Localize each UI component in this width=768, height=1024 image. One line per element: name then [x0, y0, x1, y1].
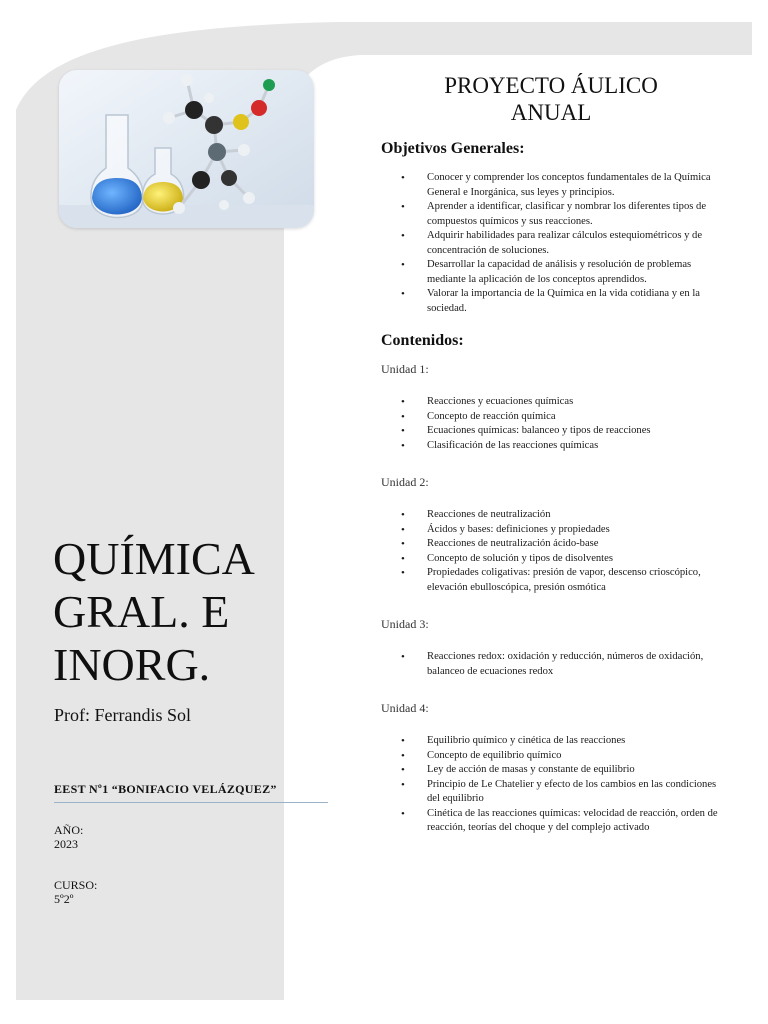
unit-label: Unidad 2:: [381, 475, 429, 489]
list-item: • Ecuaciones químicas: balanceo y tipos de reacciones: [381, 424, 721, 439]
school-name: EEST Nº1 “BONIFACIO VELÁZQUEZ”: [54, 782, 328, 803]
unit-1: [381, 362, 721, 453]
unit-4: [381, 701, 721, 836]
document-title: [381, 72, 721, 126]
year-block: [54, 823, 83, 851]
list-item: • Ley de acción de masas y constante de equilibrio: [381, 763, 721, 778]
unit-3: [381, 617, 721, 679]
unit-label: Unidad 1:: [381, 362, 429, 376]
list-item: • Propiedades coligativas: presión de vapor, descenso crioscópico, elevación ebulloscópica, presión osmótica: [381, 566, 721, 595]
list-item: • Conocer y comprender los conceptos fundamentales de la Química General e Inorgánica, sus leyes y principios.: [381, 171, 721, 200]
list-item: • Equilibrio químico y cinética de las reacciones: [381, 734, 721, 749]
list-item: • Desarrollar la capacidad de análisis y resolución de problemas mediante la aplicación de los conceptos aprendidos.: [381, 258, 721, 287]
unit-2: [381, 475, 721, 595]
unit-label: Unidad 4:: [381, 701, 429, 715]
list-item: • Clasificación de las reacciones químicas: [381, 439, 721, 454]
list-item: • Valorar la importancia de la Química en la vida cotidiana y en la sociedad.: [381, 287, 721, 316]
cover-title-line: INORG.: [53, 639, 211, 690]
year-label: AÑO:: [54, 823, 84, 837]
list-item: • Concepto de equilibrio químico: [381, 749, 721, 764]
year-value: 2023: [54, 837, 78, 851]
chemistry-lab-image: [59, 70, 314, 228]
list-item: • Ácidos y bases: definiciones y propiedades: [381, 523, 721, 538]
list-item: • Aprender a identificar, clasificar y nombrar los diferentes tipos de compuestos químicos y sus reacciones.: [381, 200, 721, 229]
unit-items: [381, 650, 721, 679]
course-label: CURSO:: [54, 878, 98, 892]
unit-items: [381, 395, 721, 453]
list-item: • Reacciones redox: oxidación y reducción, números de oxidación, balanceo de ecuaciones redox: [381, 650, 721, 679]
document-title-line: PROYECTO ÁULICO: [444, 73, 658, 98]
document-content: [381, 72, 721, 858]
list-item: • Adquirir habilidades para realizar cálculos estequiométricos y de concentración de soluciones.: [381, 229, 721, 258]
unit-items: [381, 734, 721, 836]
list-item: • Concepto de solución y tipos de disolventes: [381, 552, 721, 567]
unit-label: Unidad 3:: [381, 617, 429, 631]
course-value: 5º2º: [54, 892, 74, 906]
teacher-name: Prof: Ferrandis Sol: [54, 705, 191, 725]
cover-title-line: GRAL. E: [53, 586, 230, 637]
contents-heading: Contenidos:: [381, 332, 464, 349]
unit-items: [381, 508, 721, 595]
course-block: [54, 878, 97, 906]
objectives-list: [381, 171, 721, 316]
list-item: • Reacciones de neutralización: [381, 508, 721, 523]
cover-title: [53, 532, 323, 691]
list-item: • Concepto de reacción química: [381, 410, 721, 425]
list-item: • Cinética de las reacciones químicas: velocidad de reacción, orden de reacción, teorías del choque y del complejo activado: [381, 807, 721, 836]
objectives-heading: Objetivos Generales:: [381, 140, 525, 157]
cover-title-line: QUÍMICA: [53, 533, 255, 584]
list-item: • Principio de Le Chatelier y efecto de los cambios en las condiciones del equilibrio: [381, 778, 721, 807]
document-title-line: ANUAL: [510, 100, 592, 125]
list-item: • Reacciones y ecuaciones químicas: [381, 395, 721, 410]
list-item: • Reacciones de neutralización ácido-base: [381, 537, 721, 552]
